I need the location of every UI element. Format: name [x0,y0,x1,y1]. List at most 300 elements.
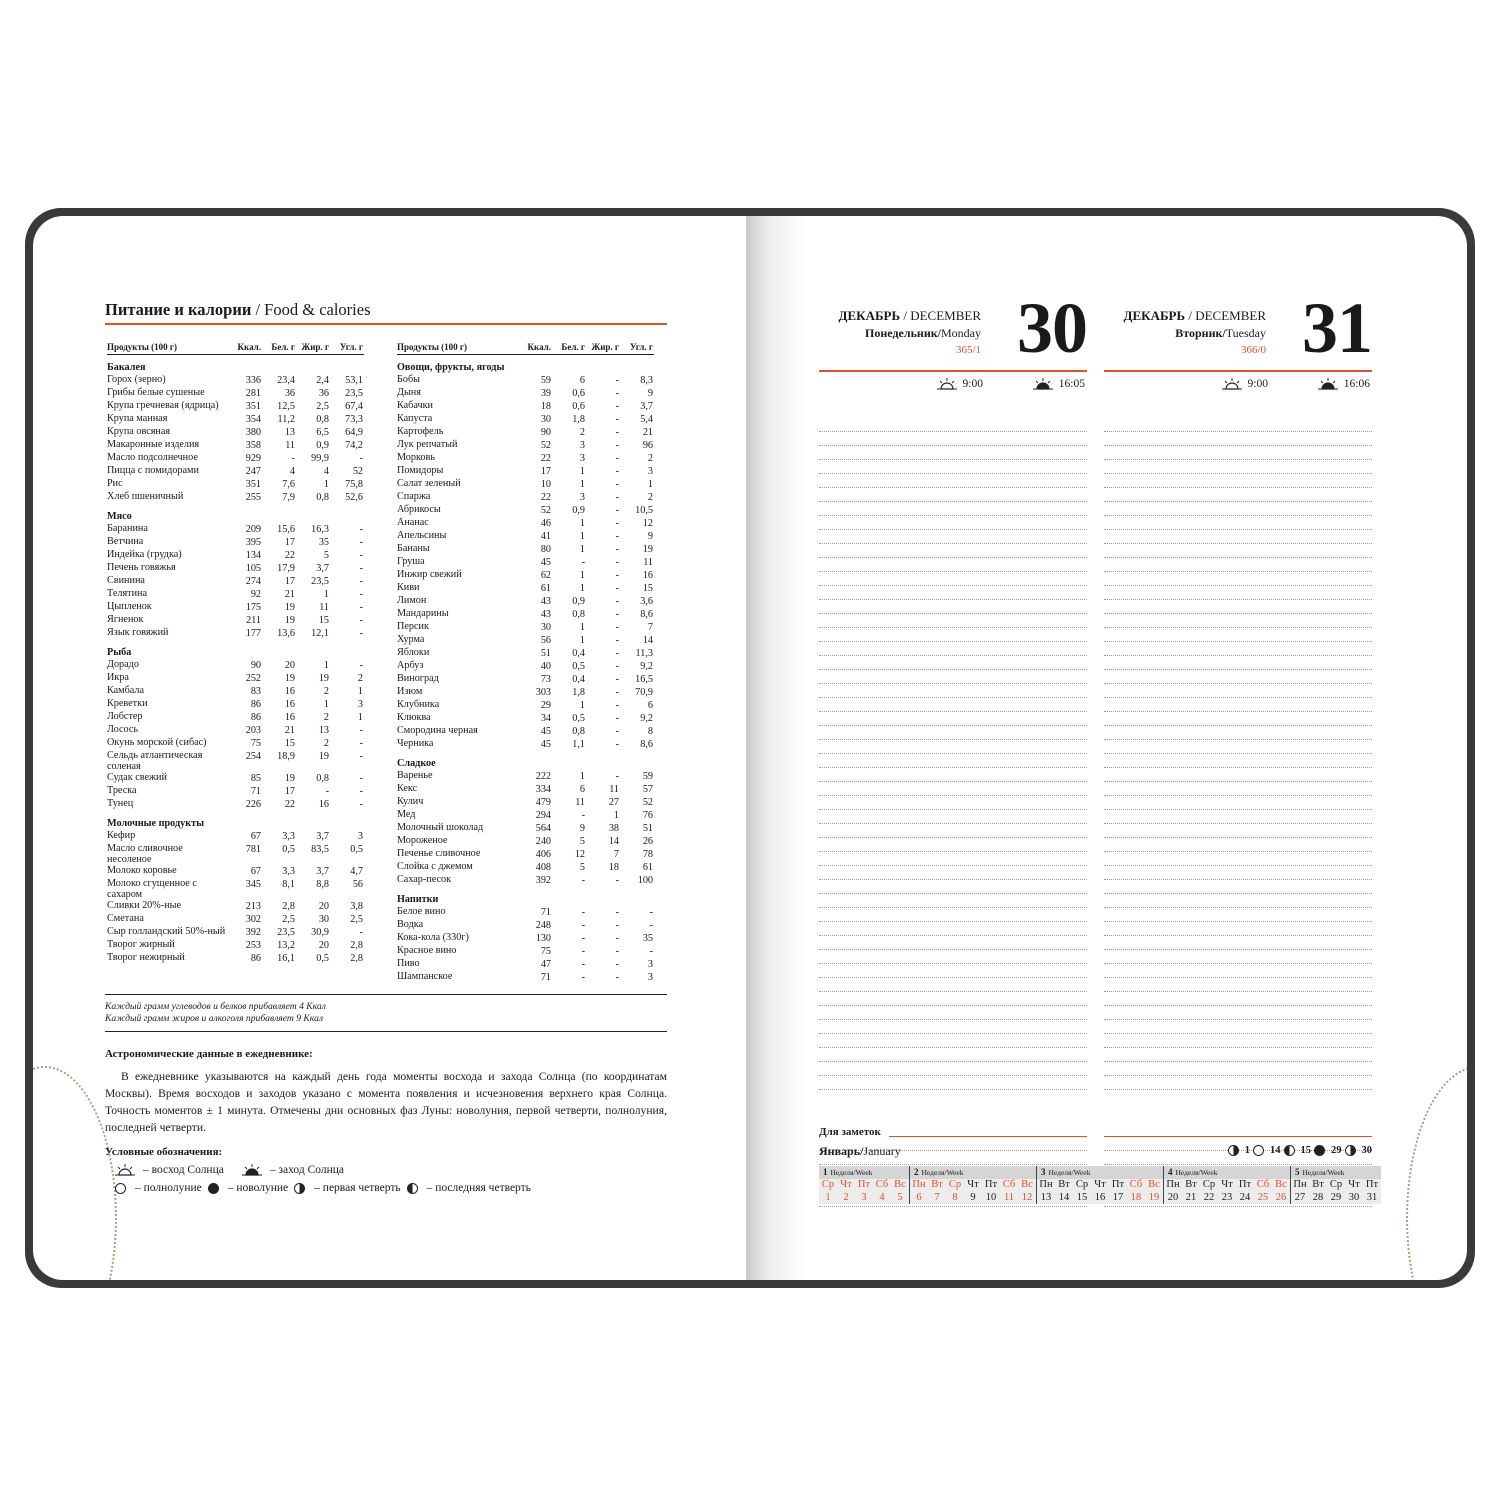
table-cell: 303 [535,687,551,698]
table-cell: 90 [540,427,551,438]
legend-last-label: – последняя четверть [426,1182,531,1194]
table-row [397,595,654,608]
table-cell: Грибы белые сушеные [107,387,205,398]
weekday-abbr: Вс [1148,1179,1160,1190]
weekday-abbr: Сб [1256,1179,1270,1190]
ruled-line [1104,964,1372,978]
full-moon-icon [1253,1145,1264,1156]
weekday-en: Tuesday [1225,326,1266,340]
ruled-line [819,782,1087,796]
table-cell: 56 [540,635,551,646]
table-cell: 213 [245,901,261,912]
table-cell: 16,1 [277,953,295,964]
table-cell: Хлеб пшеничный [107,491,184,502]
week-number: 1 [823,1167,828,1177]
weekday-abbr: Вс [1275,1179,1287,1190]
table-cell: 76 [642,810,653,821]
weekday-abbr: Пт [1111,1179,1125,1190]
ruled-line [819,824,1087,838]
table-cell: Груша [397,556,425,567]
ruled-line [1104,768,1372,782]
table-cell: 15 [642,583,653,594]
table-cell: 12 [574,849,585,860]
table-cell: 38 [608,823,619,834]
table-row [397,796,654,809]
ruled-line [1104,684,1372,698]
food-table-right [397,336,654,984]
table-cell: - [615,466,619,477]
ruled-line [819,600,1087,614]
week-header [1291,1166,1381,1179]
table-row [397,556,654,569]
ruled-line [1104,460,1372,474]
table-cell: 2,8 [350,953,363,964]
table-cell: Пиво [397,958,420,969]
table-cell: 35 [318,537,329,548]
table-cell: 3,3 [282,866,295,877]
table-cell: - [359,773,363,784]
table-cell: Кефир [107,830,136,841]
table-cell: - [359,660,363,671]
table-row [397,809,654,822]
week-header [910,1166,1036,1179]
table-cell: Крупа овсяная [107,426,171,437]
table-cell: 226 [245,799,261,810]
weekday-abbr: Пт [857,1179,871,1190]
table-cell: 52 [642,797,653,808]
table-cell: 20 [318,940,329,951]
calendar-day [1055,1179,1073,1204]
table-cell: - [581,810,585,821]
table-cell: - [615,933,619,944]
ruled-line [819,628,1087,642]
date-number: 15 [1076,1192,1088,1203]
table-cell: 30 [540,622,551,633]
ruled-line [1104,810,1372,824]
ruled-line [819,670,1087,684]
table-row [397,932,654,945]
table-cell: 2 [323,712,329,723]
ruled-line [819,810,1087,824]
date-number: 3 [861,1192,867,1203]
table-row [107,830,364,843]
weekday-abbr: Чт [967,1179,979,1190]
table-cell: Кабачки [397,400,434,411]
table-row [107,465,364,478]
calendar-day [891,1179,909,1204]
table-row [397,582,654,595]
table-cell: 75 [250,738,261,749]
table-cell: 1 [323,699,329,710]
calendar-day [1254,1179,1272,1204]
table-cell: 59 [642,771,653,782]
category-heading: Напитки [397,894,439,905]
table-cell: - [615,609,619,620]
ruled-line [819,866,1087,880]
table-row [107,900,364,913]
table-cell: 100 [637,875,653,886]
table-cell: Изюм [397,686,423,697]
table-cell: 0,5 [350,844,363,855]
table-row [397,770,654,783]
category-heading: Молочные продукты [107,818,205,829]
table-cell: 27 [608,797,619,808]
table-row [107,627,364,640]
date-number: 5 [897,1192,903,1203]
table-cell: 80 [540,544,551,555]
legend-sunrise-label: – восход Солнца [143,1164,224,1176]
table-cell: Белое вино [397,906,446,917]
table-cell: - [615,570,619,581]
writing-lines[interactable] [819,418,1087,1090]
calendar-day [1345,1179,1363,1204]
column-header: Бел. г [271,342,295,352]
date-number: 31 [1366,1192,1378,1203]
table-cell: - [649,946,653,957]
table-cell: - [615,946,619,957]
table-cell: - [615,700,619,711]
table-cell: 23,5 [345,388,363,399]
month-label [1124,308,1266,324]
table-cell: Морковь [397,452,435,463]
table-cell: 73 [540,674,551,685]
table-cell: 17 [540,466,551,477]
sunset-value: 16:05 [1058,378,1085,390]
table-row [107,724,364,737]
ruled-line [819,1048,1087,1062]
week-label: Неделя/Week [830,1168,873,1177]
calendar-week [819,1166,910,1204]
table-row [397,569,654,582]
table-cell: - [359,799,363,810]
day-number: 30 [1017,288,1087,368]
table-cell: 392 [245,927,261,938]
table-cell: 351 [245,401,261,412]
ruled-line [819,502,1087,516]
table-cell: - [359,786,363,797]
ruled-line [1104,950,1372,964]
calendar-week [1037,1166,1164,1204]
table-cell: 75,8 [345,479,363,490]
table-cell: 71 [540,972,551,983]
table-cell: 274 [245,576,261,587]
table-row [397,738,654,751]
date-number: 7 [934,1192,940,1203]
table-cell: - [615,907,619,918]
table-cell: Цыпленок [107,601,152,612]
moon-phase-date: 1 [1244,1145,1250,1156]
table-cell: Мандарины [397,608,449,619]
ruled-line [819,838,1087,852]
sunset-icon [242,1164,262,1176]
table-cell: Окунь морской (сибас) [107,737,207,748]
table-cell: 5 [323,550,329,561]
table-cell: Камбала [107,685,145,696]
ruled-line [819,754,1087,768]
table-cell: 16 [318,799,329,810]
legend-full-label: – полнолуние [135,1182,202,1194]
week-days [910,1179,1036,1204]
table-row [107,843,364,865]
calendar-day [946,1179,964,1204]
table-cell: - [615,557,619,568]
sunset-value: 16:06 [1343,378,1370,390]
moon-phase-date: 15 [1300,1145,1311,1156]
table-cell: 9 [647,531,653,542]
table-cell: 17 [284,576,295,587]
column-header: Угл. г [629,342,653,352]
table-cell: 52 [540,505,551,516]
full-moon-icon [115,1183,126,1194]
table-cell: 1 [323,589,329,600]
table-cell: Шампанское [397,971,453,982]
table-row [107,575,364,588]
table-cell: - [615,959,619,970]
table-cell: 74,2 [345,440,363,451]
table-cell: - [581,946,585,957]
table-cell: Бананы [397,543,430,554]
ruled-line [1104,516,1372,530]
table-cell: 17 [284,537,295,548]
table-cell: Макаронные изделия [107,439,200,450]
table-cell: 59 [540,375,551,386]
table-cell: - [615,920,619,931]
ruled-line [819,796,1087,810]
date-number: 9 [970,1192,976,1203]
table-cell: Телятина [107,588,148,599]
weekday-abbr: Пт [1238,1179,1252,1190]
table-cell: 8,6 [640,739,653,750]
date-number: 13 [1040,1192,1052,1203]
month-en: / DECEMBER [903,308,981,323]
table-cell: 2 [323,738,329,749]
table-cell: 5,4 [640,414,653,425]
ruled-line [1104,754,1372,768]
week-days [1037,1179,1163,1204]
table-cell: 0,8 [316,492,329,503]
table-cell: - [615,479,619,490]
table-cell: 2,4 [316,375,329,386]
table-cell: 6 [647,700,653,711]
date-number: 6 [916,1192,922,1203]
table-cell: 7 [613,849,619,860]
table-cell: 2 [579,427,585,438]
week-header [1037,1166,1163,1179]
table-cell: 564 [535,823,551,834]
table-row [107,374,364,387]
ruled-line [1104,698,1372,712]
weekday-abbr: Вт [1185,1179,1197,1190]
writing-lines[interactable] [1104,418,1372,1090]
table-cell: 70,9 [635,687,653,698]
table-cell: 248 [535,920,551,931]
table-cell: 51 [540,648,551,659]
table-cell: 130 [535,933,551,944]
table-cell: 134 [245,550,261,561]
table-cell: 1 [579,570,585,581]
table-row [397,426,654,439]
table-cell: 36 [318,388,329,399]
table-cell: 11 [285,440,295,451]
table-cell: 2,5 [350,914,363,925]
table-cell: 67 [250,831,261,842]
table-cell: Крупа манная [107,413,168,424]
calendar-week [1291,1166,1381,1204]
weekday-abbr: Чт [1094,1179,1106,1190]
date-number: 28 [1312,1192,1324,1203]
ruled-line [819,880,1087,894]
table-cell: - [359,602,363,613]
ruled-line [1104,572,1372,586]
table-cell: 17,9 [277,563,295,574]
table-cell: Инжир свежий [397,569,462,580]
table-cell: 222 [535,771,551,782]
ruled-line [819,712,1087,726]
table-cell: Молоко сгущенное с сахаром [107,878,197,900]
day-number: 31 [1302,288,1372,368]
table-cell: 380 [245,427,261,438]
table-cell: - [581,920,585,931]
table-cell: 240 [535,836,551,847]
table-row [107,939,364,952]
ruled-line [1104,1076,1372,1090]
table-cell: 29 [540,700,551,711]
table-cell: - [615,583,619,594]
table-row [397,504,654,517]
table-cell: 294 [535,810,551,821]
table-cell: 67,4 [345,401,363,412]
table-row [107,913,364,926]
table-cell: 0,6 [572,388,585,399]
month-en: / DECEMBER [1188,308,1266,323]
calendar-day [910,1179,928,1204]
table-cell: 0,9 [572,505,585,516]
sunrise-value: 9:00 [962,378,983,390]
table-cell: 13 [318,725,329,736]
table-cell: 8,6 [640,609,653,620]
table-cell: 16 [284,699,295,710]
table-cell: 20 [318,901,329,912]
date-number: 4 [879,1192,885,1203]
table-cell: Мед [397,809,416,820]
calendar-day [1018,1179,1036,1204]
table-row [107,878,364,900]
legend-moon [115,1182,531,1194]
table-cell: Лобстер [107,711,143,722]
calendar-day [819,1179,837,1204]
table-cell: 71 [540,907,551,918]
ruled-line [1104,642,1372,656]
table-cell: 7,6 [282,479,295,490]
table-cell: 351 [245,479,261,490]
weekday-abbr: Вт [931,1179,943,1190]
date-number: 17 [1112,1192,1124,1203]
column-header: Продукты (100 г) [397,342,468,352]
table-cell: 3,7 [316,866,329,877]
table-cell: 2,8 [282,901,295,912]
table-row [397,543,654,556]
table-cell: - [581,972,585,983]
calendar-day [1218,1179,1236,1204]
table-cell: 15 [284,738,295,749]
table-row [397,725,654,738]
table-cell: 30,9 [311,927,329,938]
week-label: Неделя/Week [1302,1168,1345,1177]
table-cell: Горох (зерно) [107,374,166,385]
table-row [397,783,654,796]
table-row [107,798,364,811]
table-cell: 3 [579,440,585,451]
date-number: 27 [1294,1192,1306,1203]
table-cell: 3 [647,972,653,983]
date-number: 20 [1167,1192,1179,1203]
ruled-line [1104,628,1372,642]
table-cell: 2 [647,453,653,464]
sunset-icon [1318,378,1338,390]
table-cell: 9,2 [640,713,653,724]
table-cell: 10 [540,479,551,490]
day-divider [1104,370,1372,372]
table-cell: 1,1 [572,739,585,750]
calendar-day [1109,1179,1127,1204]
weekday-abbr: Сб [875,1179,889,1190]
ruled-line [819,1034,1087,1048]
month-label [839,308,981,324]
table-cell: 52 [540,440,551,451]
table-cell: 358 [245,440,261,451]
table-cell: Помидоры [397,465,444,476]
table-cell: - [615,427,619,438]
table-cell: - [615,544,619,555]
ruled-line [819,586,1087,600]
date-number: 30 [1348,1192,1360,1203]
table-cell: 19 [318,673,329,684]
weekday-en: Monday [941,326,981,340]
ruled-line [1104,1006,1372,1020]
table-row [107,588,364,601]
table-cell: 1 [579,531,585,542]
table-cell: 15,6 [277,524,295,535]
table-row [107,659,364,672]
table-row [107,536,364,549]
table-cell: - [615,388,619,399]
table-cell: - [615,739,619,750]
table-cell: 3,8 [350,901,363,912]
table-cell: 96 [642,440,653,451]
table-cell: 1 [357,686,363,697]
table-cell: 18,9 [277,751,295,762]
date-number: 12 [1021,1192,1033,1203]
legend-sunset-label: – заход Солнца [269,1164,344,1176]
table-row [107,549,364,562]
weekday-abbr: Вс [1021,1179,1033,1190]
column-header: Жир. г [591,342,619,352]
table-cell: - [359,751,363,762]
table-cell: 0,4 [572,674,585,685]
table-cell: - [359,524,363,535]
table-cell: 36 [284,388,295,399]
legend-first-label: – первая четверть [314,1182,401,1194]
table-cell: 4 [289,466,295,477]
table-cell: 61 [642,862,653,873]
first-quarter-icon [1228,1145,1239,1156]
table-row [107,601,364,614]
table-cell: 3 [647,959,653,970]
table-cell: 105 [245,563,261,574]
weekday-abbr: Чт [840,1179,852,1190]
table-cell: - [615,687,619,698]
ruled-line [819,964,1087,978]
